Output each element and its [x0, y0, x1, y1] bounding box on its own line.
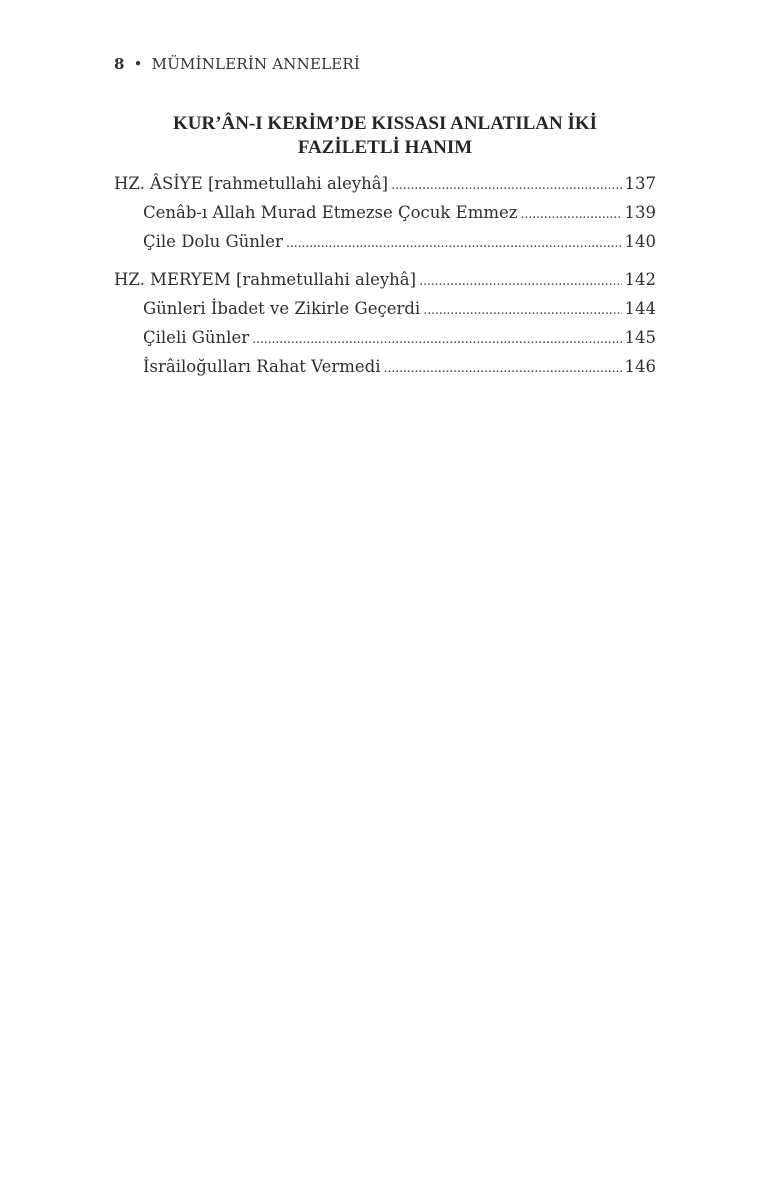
- toc-entry-label: HZ. ÂSİYE [rahmetullahi aleyhâ]: [114, 174, 389, 193]
- toc-entry[interactable]: [114, 172, 656, 201]
- toc-subentry[interactable]: [114, 201, 656, 230]
- table-of-contents: [114, 172, 656, 393]
- toc-subentry-page: 145: [624, 328, 656, 347]
- dot-leader: [419, 268, 621, 294]
- toc-subentry-label: Çile Dolu Günler: [143, 232, 283, 251]
- dot-leader: [383, 355, 621, 381]
- toc-entry-page: 137: [624, 174, 656, 193]
- dot-leader: [252, 326, 621, 352]
- dot-leader: [391, 172, 621, 198]
- toc-entry-page: 142: [624, 270, 656, 289]
- running-header: [114, 55, 360, 73]
- header-separator: •: [133, 55, 143, 73]
- section-title-line-1: KUR’ÂN-I KERİM’DE KISSASI ANLATILAN İKİ: [172, 113, 598, 134]
- section-title-line-2: FAZİLETLİ HANIM: [297, 137, 473, 158]
- book-title: MÜMİNLERİN ANNELERİ: [151, 55, 361, 73]
- toc-subentry[interactable]: [114, 297, 656, 326]
- toc-subentry-page: 144: [624, 299, 656, 318]
- toc-entry[interactable]: [114, 268, 656, 297]
- dot-leader: [286, 230, 622, 256]
- toc-subentry[interactable]: [114, 230, 656, 259]
- toc-subentry-page: 140: [624, 232, 656, 251]
- toc-subentry-label: Cenâb-ı Allah Murad Etmezse Çocuk Emmez: [143, 203, 518, 222]
- dot-leader: [423, 297, 621, 323]
- section-title: [114, 112, 656, 160]
- toc-subentry-label: Çileli Günler: [143, 328, 250, 347]
- toc-entry-label: HZ. MERYEM [rahmetullahi aleyhâ]: [114, 270, 417, 289]
- toc-group-asiye: [114, 172, 656, 259]
- toc-subentry-label: İsrâiloğulları Rahat Vermedi: [143, 357, 381, 376]
- toc-subentry-page: 139: [624, 203, 656, 222]
- toc-subentry[interactable]: [114, 355, 656, 384]
- toc-subentry-page: 146: [624, 357, 656, 376]
- toc-group-meryem: [114, 268, 656, 384]
- toc-subentry[interactable]: [114, 326, 656, 355]
- toc-subentry-label: Günleri İbadet ve Zikirle Geçerdi: [143, 299, 421, 318]
- dot-leader: [520, 201, 621, 227]
- page-number: 8: [114, 55, 125, 73]
